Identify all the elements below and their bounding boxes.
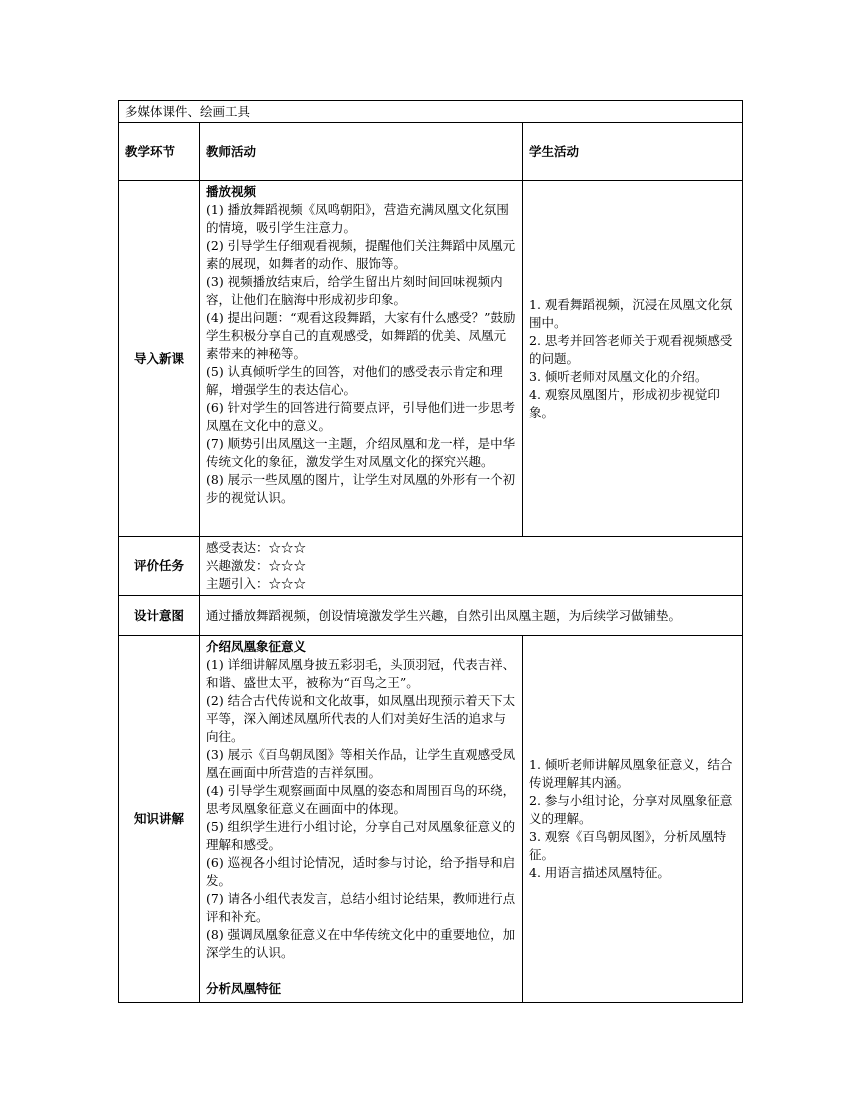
intro-student-item: 4. 观察凤凰图片，形成初步视觉印象。 bbox=[529, 386, 720, 420]
intro-teacher-item: (1) 播放舞蹈视频《凤鸣朝阳》，营造充满凤凰文化氛围的情境，吸引学生注意力。 bbox=[206, 202, 509, 235]
header-stage: 教学环节 bbox=[119, 123, 200, 181]
knowledge-teacher-item: (8) 强调凤凰象征意义在中华传统文化中的重要地位，加深学生的认识。 bbox=[206, 927, 516, 960]
knowledge-teacher-item: (4) 引导学生观察画面中凤凰的姿态和周围百鸟的环绕，思考凤凰象征意义在画面中的体现。 bbox=[206, 783, 516, 816]
spacer bbox=[206, 962, 516, 980]
intro-teacher-item: (8) 展示一些凤凰的图片，让学生对凤凰的外形有一个初步的视觉认识。 bbox=[206, 472, 516, 505]
knowledge-subtitle: 分析凤凰特征 bbox=[206, 981, 282, 996]
knowledge-teacher-item: (3) 展示《百鸟朝凤图》等相关作品，让学生直观感受凤凰在画面中所营造的吉祥氛围。 bbox=[206, 747, 516, 780]
evaluation-row bbox=[119, 537, 743, 596]
intro-teacher-item: (5) 认真倾听学生的回答，对他们的感受表示肯定和理解，增强学生的表达信心。 bbox=[206, 364, 503, 397]
knowledge-stage: 知识讲解 bbox=[119, 636, 200, 1003]
header-student: 学生活动 bbox=[523, 123, 743, 181]
intro-teacher-cell bbox=[200, 181, 523, 537]
design-stage: 设计意图 bbox=[119, 596, 200, 636]
materials-row bbox=[119, 101, 743, 123]
intro-title: 播放视频 bbox=[206, 184, 257, 199]
evaluation-stage: 评价任务 bbox=[119, 537, 200, 596]
knowledge-student-item: 4. 用语言描述凤凰特征。 bbox=[529, 865, 670, 880]
knowledge-teacher-cell bbox=[200, 636, 523, 1003]
knowledge-teacher-item: (5) 组织学生进行小组讨论，分享自己对凤凰象征意义的理解和感受。 bbox=[206, 819, 516, 852]
intro-student-item: 1. 观看舞蹈视频，沉浸在凤凰文化氛围中。 bbox=[529, 296, 733, 330]
knowledge-student-item: 3. 观察《百鸟朝凤图》，分析凤凰特征。 bbox=[529, 829, 727, 862]
intro-student-item: 3. 倾听老师对凤凰文化的介绍。 bbox=[529, 368, 708, 384]
knowledge-teacher-item: (7) 请各小组代表发言，总结小组讨论结果，教师进行点评和补充。 bbox=[206, 891, 516, 924]
intro-teacher-item: (7) 顺势引出凤凰这一主题，介绍凤凰和龙一样，是中华传统文化的象征，激发学生对凤凰文化的探究兴趣。 bbox=[206, 436, 516, 469]
header-teacher: 教师活动 bbox=[200, 123, 523, 181]
knowledge-teacher-item: (2) 结合古代传说和文化故事，如凤凰出现预示着天下太平等，深入阐述凤凰所代表的人们对美好生活的追求与向往。 bbox=[206, 693, 516, 744]
design-row bbox=[119, 596, 743, 636]
evaluation-cell bbox=[200, 537, 743, 596]
intro-student-cell bbox=[523, 181, 743, 537]
intro-teacher-item: (6) 针对学生的回答进行简要点评，引导他们进一步思考凤凰在文化中的意义。 bbox=[206, 400, 516, 433]
knowledge-student-item: 2. 参与小组讨论，分享对凤凰象征意义的理解。 bbox=[529, 793, 733, 826]
lesson-plan-table bbox=[118, 100, 743, 1003]
materials-cell: 多媒体课件、绘画工具 bbox=[119, 101, 743, 123]
evaluation-item: 兴趣激发：☆☆☆ bbox=[206, 558, 307, 573]
knowledge-student-item: 1. 倾听老师讲解凤凰象征意义，结合传说理解其内涵。 bbox=[529, 757, 733, 790]
intro-row bbox=[119, 181, 743, 537]
knowledge-student-cell bbox=[523, 636, 743, 1003]
evaluation-item: 感受表达：☆☆☆ bbox=[206, 540, 307, 555]
intro-teacher-item: (3) 视频播放结束后，给学生留出片刻时间回味视频内容，让他们在脑海中形成初步印象。 bbox=[206, 274, 503, 307]
intro-student-item: 2. 思考并回答老师关于观看视频感受的问题。 bbox=[529, 332, 733, 366]
header-row bbox=[119, 123, 743, 181]
knowledge-row bbox=[119, 636, 743, 1003]
evaluation-item: 主题引入：☆☆☆ bbox=[206, 576, 307, 591]
design-cell: 通过播放舞蹈视频，创设情境激发学生兴趣，自然引出凤凰主题，为后续学习做铺垫。 bbox=[200, 596, 743, 636]
knowledge-teacher-item: (6) 巡视各小组讨论情况，适时参与讨论，给予指导和启发。 bbox=[206, 855, 516, 888]
knowledge-teacher-item: (1) 详细讲解凤凰身披五彩羽毛，头顶羽冠，代表吉祥、和谐、盛世太平，被称为“百鸟之王”。 bbox=[206, 657, 516, 690]
knowledge-title: 介绍凤凰象征意义 bbox=[206, 639, 307, 654]
intro-teacher-item: (2) 引导学生仔细观看视频，提醒他们关注舞蹈中凤凰元素的展现，如舞者的动作、服饰等。 bbox=[206, 238, 516, 271]
intro-teacher-item: (4) 提出问题：“观看这段舞蹈，大家有什么感受？”鼓励学生积极分享自己的直观感受，如舞蹈的优美、凤凰元素带来的神秘等。 bbox=[206, 310, 516, 361]
intro-stage: 导入新课 bbox=[119, 181, 200, 537]
